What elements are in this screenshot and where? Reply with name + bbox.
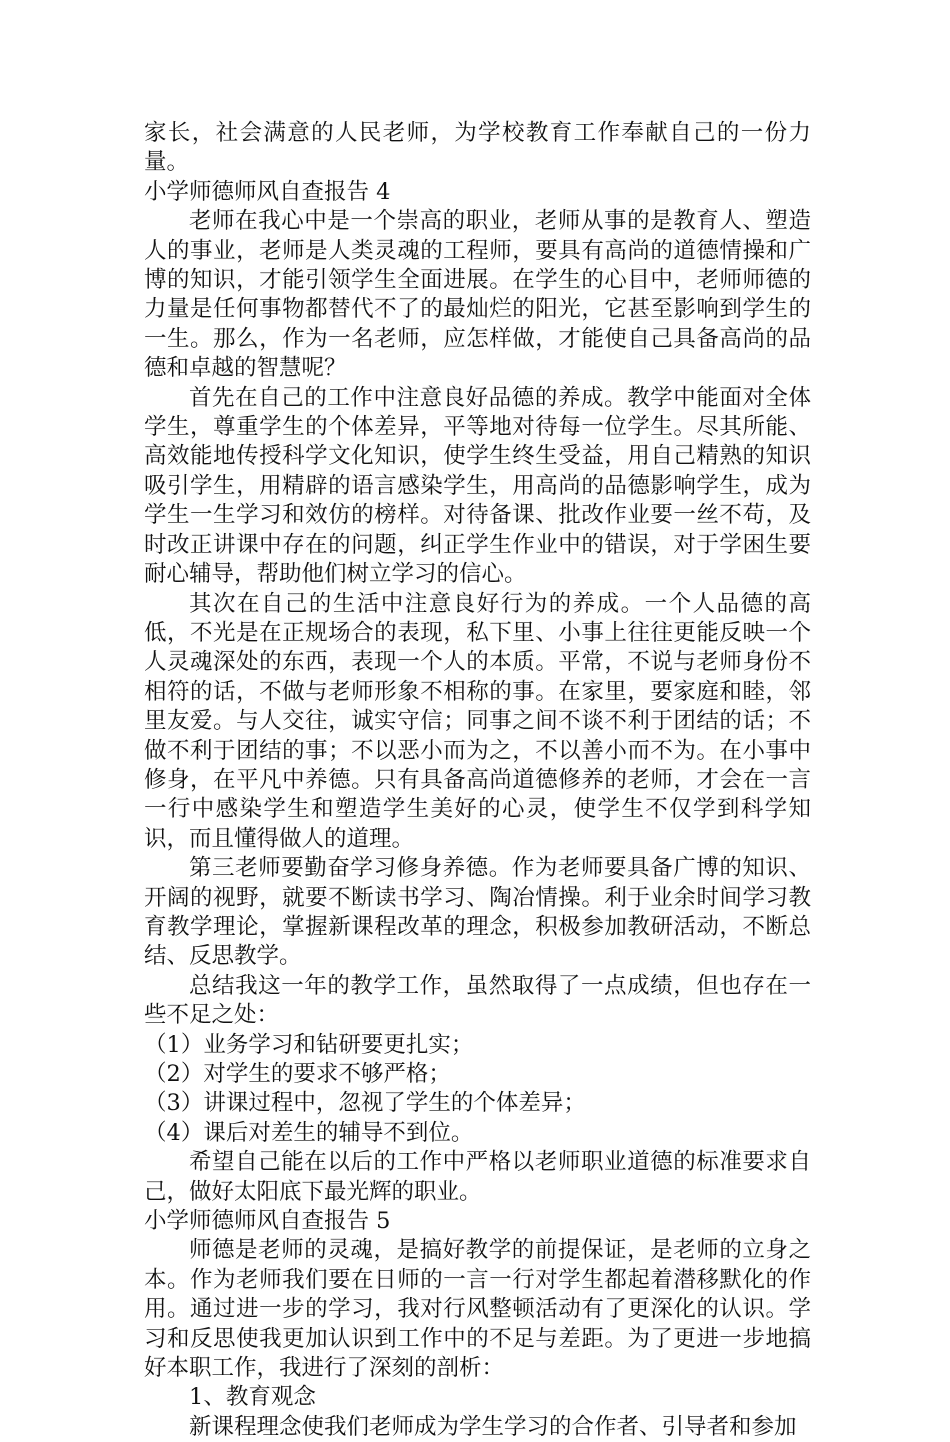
document-body bbox=[144, 119, 811, 1442]
paragraph: 希望自己能在以后的工作中严格以老师职业道德的标准要求自己，做好太阳底下最光辉的职业。 bbox=[144, 1149, 811, 1205]
paragraph: 总结我这一年的教学工作，虽然取得了一点成绩，但也存在一些不足之处： bbox=[144, 972, 811, 1029]
paragraph: 其次在自己的生活中注意良好行为的养成。一个人品德的高低，不光是在正规场合的表现，私下里、小事上往往更能反映一个人灵魂深处的东西，表现一个人的本质。平常，不说与老师身份不相符的话，不做与老师形象不相称的事。在家里，要家庭和睦，邻里友爱。与人交往，诚实守信；同事之间不谈不利于团结的话；不做不利于团结的事；不以恶小而为之，不以善小而不为。在小事中修身，在平凡中养德。只有具备高尚道德修养的老师，才会在一言一行中感染学生和塑造学生美好的心灵，使学生不仅学到科学知识，而且懂得做人的道理。 bbox=[144, 590, 811, 852]
paragraph: 师德是老师的灵魂，是搞好教学的前提保证，是老师的立身之本。作为老师我们要在日师的一言一行对学生都起着潜移默化的作用。通过进一步的学习，我对行风整顿活动有了更深化的认识。学习和反思使我更加认识到工作中的不足与差距。为了更进一步地搞好本职工作，我进行了深刻的剖析： bbox=[144, 1237, 811, 1382]
section-heading-report-5: 小学师德师风自查报告 5 bbox=[144, 1208, 391, 1235]
list-item: （2）对学生的要求不够严格； bbox=[144, 1061, 451, 1087]
paragraph: 老师在我心中是一个崇高的职业，老师从事的是教育人、塑造人的事业，老师是人类灵魂的工程师，要具有高尚的道德情操和广博的知识，才能引领学生全面进展。在学生的心目中，老师师德的力量是任何事物都替代不了的最灿烂的阳光，它甚至影响到学生的一生。那么，作为一名老师，应怎样做，才能使自己具备高尚的品德和卓越的智慧呢？ bbox=[144, 208, 811, 382]
paragraph: 第三老师要勤奋学习修身养德。作为老师要具备广博的知识、开阔的视野，就要不断读书学习、陶冶情操。利于业余时间学习教育教学理论，掌握新课程改革的理念，积极参加教研活动，不断总结、反思教学。 bbox=[144, 855, 811, 970]
paragraph: 首先在自己的工作中注意良好品德的养成。教学中能面对全体学生，尊重学生的个体差异，平等地对待每一位学生。尽其所能、高效能地传授科学文化知识，使学生终生受益，用自己精熟的知识吸引学生，用精辟的语言感染学生，用高尚的品德影响学生，成为学生一生学习和效仿的榜样。对待备课、批改作业要一丝不苟，及时改正讲课中存在的问题，纠正学生作业中的错误，对于学困生要耐心辅导，帮助他们树立学习的信心。 bbox=[144, 384, 811, 588]
list-item: （3）讲课过程中，忽视了学生的个体差异； bbox=[144, 1090, 586, 1117]
paragraph-continuation: 家长，社会满意的人民老师，为学校教育工作奉献自己的一份力量。 bbox=[144, 120, 811, 176]
list-item: （4）课后对差生的辅导不到位。 bbox=[144, 1119, 474, 1146]
paragraph: 新课程理念使我们老师成为学生学习的合作者、引导者和参加 bbox=[189, 1413, 797, 1440]
subheading-education-concept: 1、教育观念 bbox=[189, 1384, 316, 1411]
list-item: （1）业务学习和钻研要更扎实； bbox=[144, 1031, 474, 1058]
section-heading-report-4: 小学师德师风自查报告 4 bbox=[144, 178, 391, 205]
